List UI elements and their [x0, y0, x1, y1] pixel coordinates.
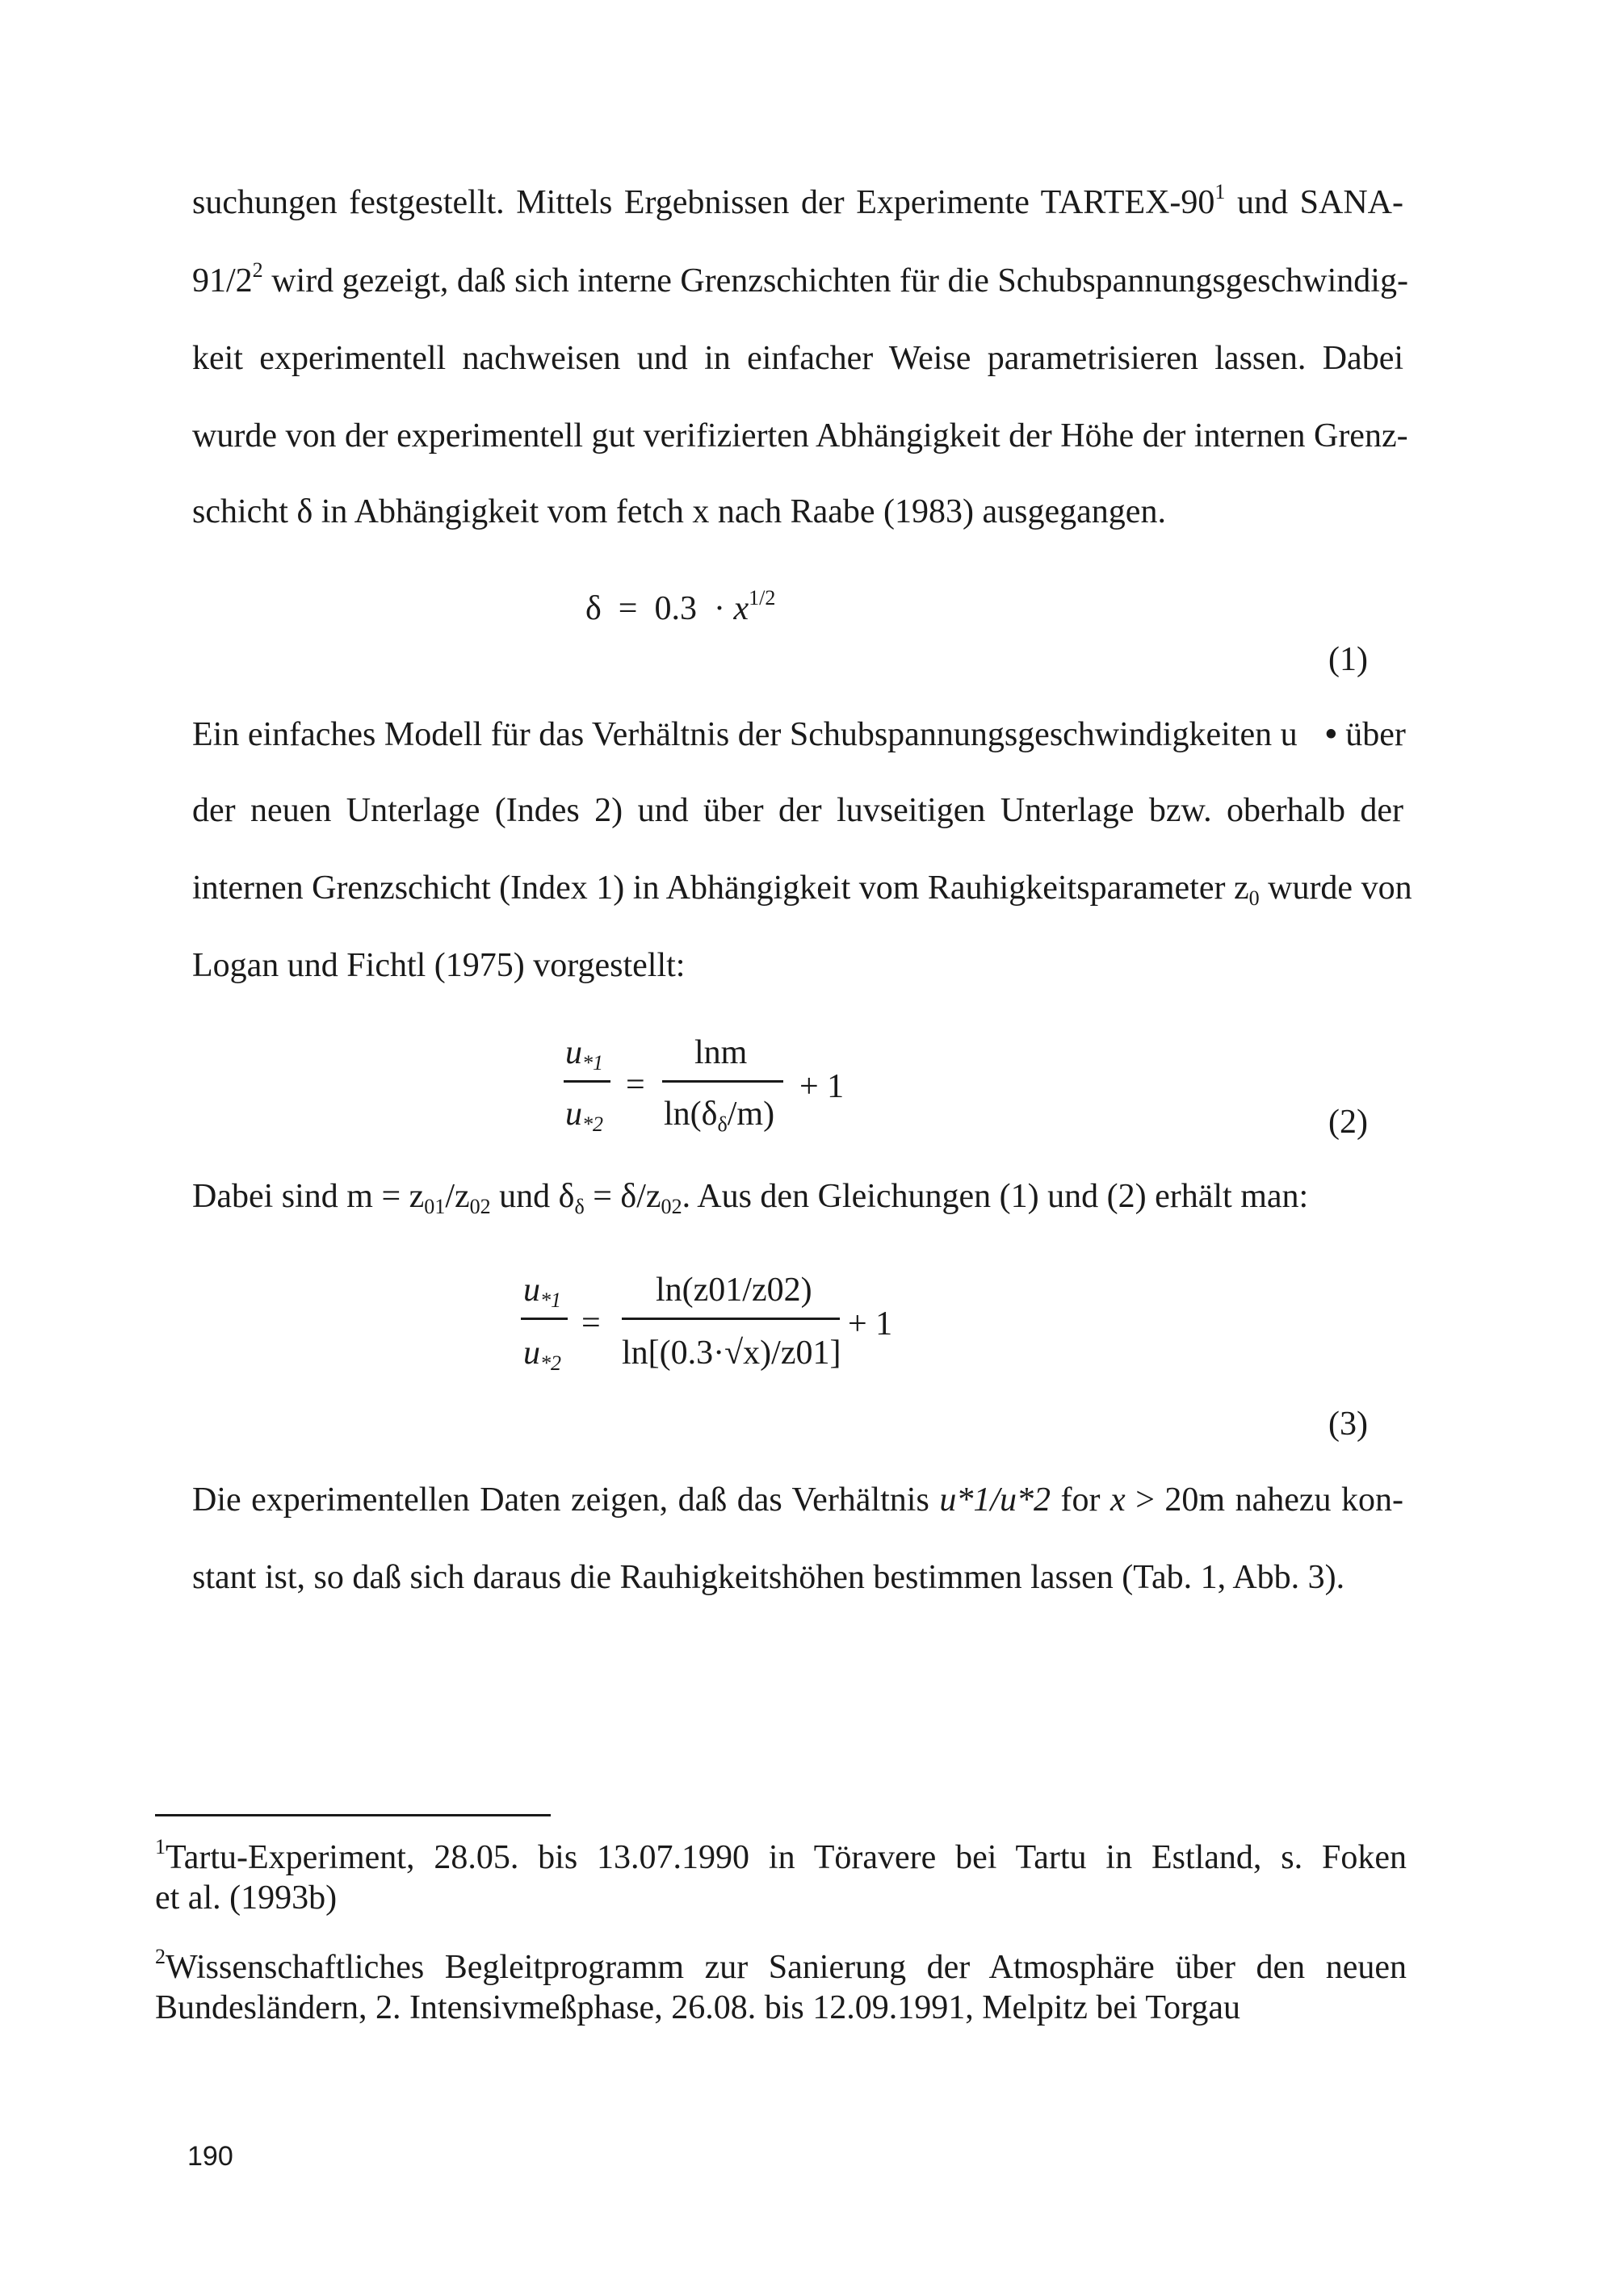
- eq2-lhs-denominator: $u_{*2}$: [565, 1096, 604, 1136]
- eq2-plus-one: + 1: [799, 1068, 845, 1105]
- eq2-rhs-numerator: lnm: [694, 1034, 748, 1071]
- body-line-9: Logan und Fichtl (1975) vorgestellt:: [192, 947, 686, 984]
- body-line-3: keit experimentell nachweisen und in einfacher Weise parametrisieren lassen. Dabei: [192, 340, 1403, 377]
- body-line-12: stant ist, so daß sich daraus die Rauhigkeitshöhen bestimmen lassen (Tab. 1, Abb. 3).: [192, 1559, 1345, 1596]
- footnote-divider: [155, 1814, 551, 1816]
- footnote-2-line-2: Bundesländern, 2. Intensivmeßphase, 26.08. bis 12.09.1991, Melpitz bei Torgau: [155, 1989, 1240, 2026]
- equation-1: $\delta = 0.3 \cdot x^{1/2}$: [585, 585, 776, 627]
- body-line-10: Dabei sind $m = z_{01}/z_{02}$ und $\delta_\delta = \delta/z_{02}$. Aus den Gleichungen (1) und (2) erhält man:: [192, 1178, 1309, 1218]
- eq2-rhs-denominator: $\ln(\delta_\delta/m)$: [664, 1096, 775, 1136]
- body-line-5: schicht δ in Abhängigkeit vom fetch x nach Raabe (1983) ausgegangen.: [192, 493, 1166, 530]
- eq2-rhs-fraction-bar: [662, 1080, 783, 1083]
- body-line-1: suchungen festgestellt. Mittels Ergebnissen der Experimente TARTEX-$90^1$ und SANA-: [192, 179, 1403, 221]
- equation-1-number: (1): [1328, 641, 1368, 678]
- eq3-lhs-fraction-bar: [521, 1318, 568, 1320]
- body-line-6: Ein einfaches Modell für das Verhältnis der Schubspannungsgeschwindigkeiten u • über: [192, 716, 1406, 753]
- page-number: 190: [187, 2141, 233, 2172]
- equation-2-number: (2): [1328, 1104, 1368, 1141]
- body-line-11: Die experimentellen Daten zeigen, daß das Verhältnis u*1/u*2 for x > 20m nahezu kon-: [192, 1481, 1403, 1519]
- eq3-equals: =: [581, 1305, 601, 1342]
- eq2-lhs-fraction-bar: [564, 1080, 610, 1083]
- body-line-2: $91/2^2$ wird gezeigt, daß sich interne Grenzschichten für die Schubspannungsgeschwindig-: [192, 258, 1408, 300]
- equation-3-number: (3): [1328, 1406, 1368, 1443]
- eq3-rhs-numerator: ln(z01/z02): [656, 1272, 812, 1309]
- eq3-lhs-numerator: $u_{*1}$: [523, 1272, 562, 1312]
- eq3-lhs-denominator: $u_{*2}$: [523, 1334, 562, 1375]
- body-line-4: wurde von der experimentell gut verifizierten Abhängigkeit der Höhe der internen Grenz-: [192, 417, 1408, 455]
- footnote-1-line-1: $^1$Tartu-Experiment, 28.05. bis 13.07.1990 in Töravere bei Tartu in Estland, s. Foken: [155, 1834, 1407, 1876]
- footnote-2-line-1: $^2$Wissenschaftliches Begleitprogramm zur Sanierung der Atmosphäre über den neuen: [155, 1944, 1407, 1986]
- body-line-7: der neuen Unterlage (Indes 2) und über der luvseitigen Unterlage bzw. oberhalb der: [192, 792, 1403, 829]
- eq2-equals: =: [626, 1066, 645, 1104]
- eq3-rhs-denominator: ln[(0.3·√x)/z01]: [622, 1334, 841, 1372]
- eq3-rhs-fraction-bar: [622, 1318, 840, 1320]
- body-line-8: internen Grenzschicht (Index 1) in Abhängigkeit vom Rauhigkeitsparameter $z_0$ wurde von: [192, 869, 1412, 910]
- eq3-plus-one: + 1: [848, 1305, 893, 1343]
- eq2-lhs-numerator: $u_{*1}$: [565, 1034, 604, 1075]
- footnote-1-line-2: et al. (1993b): [155, 1879, 338, 1917]
